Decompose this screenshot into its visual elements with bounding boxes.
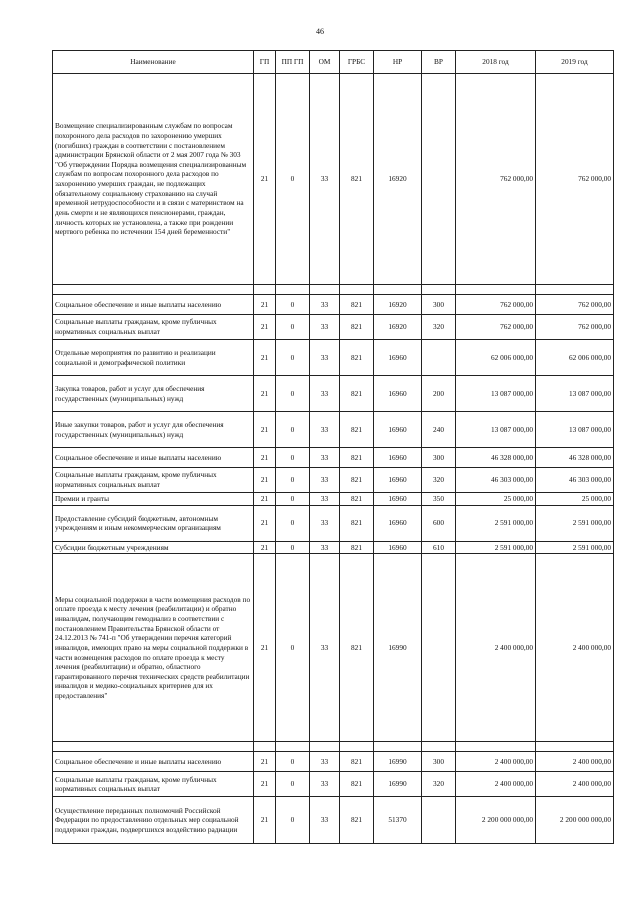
table-row [53,468,614,493]
cell-om: 33 [310,340,340,376]
cell-name: Возмещение специализированным службам по вопросам похоронного дела расходов по захоронению умерших (погибших) граждан в соответствии с постановлением администрации Брянской области от 2 мая 2007 года № 303 "Об утверждении Порядка возмещения специализированным службам по вопросам похоронного дела расходов по захоронению умерших граждан, не подлежащих обязательному социальному страхованию на случай временной нетрудоспособности и в связи с материнством на день смерти и не являющихся пенсионерами, граждан, личность которых не установлена, а также при рождении мертвого ребенка по истечении 154 дней беременности" [53,74,254,285]
cell-2018: 46 303 000,00 [456,468,536,493]
cell-gp: 21 [254,541,276,554]
cell-name: Иные закупки товаров, работ и услуг для обеспечения государственных (муниципальных) нужд [53,412,254,448]
cell-ppgp: 0 [276,315,310,340]
cell-gp: 21 [254,468,276,493]
table-row [53,797,614,844]
cell-om: 33 [310,448,340,468]
cell-2019: 13 087 000,00 [536,412,614,448]
cell-vr: 300 [422,295,456,315]
cell-om: 33 [310,505,340,541]
cell-ppgp: 0 [276,493,310,506]
cell-grbs: 821 [340,376,374,412]
cell-2018: 25 000,00 [456,493,536,506]
cell-grbs: 821 [340,448,374,468]
cell-2018: 762 000,00 [456,315,536,340]
table-row [53,448,614,468]
cell-2019: 13 087 000,00 [536,376,614,412]
cell-2019: 2 200 000 000,00 [536,797,614,844]
cell-gp: 21 [254,554,276,742]
cell-grbs: 821 [340,493,374,506]
cell-2019: 762 000,00 [536,74,614,285]
cell-gp: 21 [254,797,276,844]
cell-2018: 2 200 000 000,00 [456,797,536,844]
cell-gp: 21 [254,772,276,797]
cell-vr [422,554,456,742]
cell-vr: 200 [422,376,456,412]
cell-vr: 320 [422,468,456,493]
cell-2018: 762 000,00 [456,74,536,285]
cell-ppgp: 0 [276,376,310,412]
cell-om: 33 [310,797,340,844]
table-row [53,752,614,772]
cell-ppgp: 0 [276,505,310,541]
cell-2018: 2 400 000,00 [456,772,536,797]
header-name: Наименование [53,51,254,74]
cell-name: Социальное обеспечение и иные выплаты населению [53,295,254,315]
cell-ppgp: 0 [276,448,310,468]
cell-om: 33 [310,74,340,285]
header-2018: 2018 год [456,51,536,74]
cell-ppgp: 0 [276,468,310,493]
cell-vr: 600 [422,505,456,541]
cell-grbs: 821 [340,505,374,541]
cell-name: Социальные выплаты гражданам, кроме публичных нормативных социальных выплат [53,468,254,493]
cell-2019: 762 000,00 [536,315,614,340]
cell-ppgp: 0 [276,554,310,742]
cell-vr [422,340,456,376]
cell-grbs: 821 [340,412,374,448]
header-vr: ВР [422,51,456,74]
cell-grbs: 821 [340,752,374,772]
cell-nr: 16990 [374,752,422,772]
table-row [53,315,614,340]
cell-name: Социальные выплаты гражданам, кроме публичных нормативных социальных выплат [53,772,254,797]
budget-table [52,50,614,844]
cell-2019: 2 400 000,00 [536,554,614,742]
table-row [53,412,614,448]
cell-om: 33 [310,493,340,506]
cell-vr: 610 [422,541,456,554]
cell-ppgp: 0 [276,772,310,797]
cell-vr: 240 [422,412,456,448]
table-row [53,74,614,285]
cell-vr: 300 [422,448,456,468]
cell-nr: 16960 [374,493,422,506]
cell-gp: 21 [254,376,276,412]
cell-name: Закупка товаров, работ и услуг для обеспечения государственных (муниципальных) нужд [53,376,254,412]
header-grbs: ГРБС [340,51,374,74]
cell-om: 33 [310,772,340,797]
cell-2018: 62 006 000,00 [456,340,536,376]
cell-om: 33 [310,554,340,742]
table-row [53,541,614,554]
cell-gp: 21 [254,412,276,448]
table-row [53,295,614,315]
cell-name: Отдельные мероприятия по развитию и реализации социальной и демографической политики [53,340,254,376]
cell-2019: 2 591 000,00 [536,505,614,541]
table-row [53,772,614,797]
cell-2018: 762 000,00 [456,295,536,315]
cell-2019: 25 000,00 [536,493,614,506]
cell-2019: 2 400 000,00 [536,752,614,772]
table-row [53,376,614,412]
cell-2018: 2 591 000,00 [456,541,536,554]
table-row [53,340,614,376]
cell-gp: 21 [254,340,276,376]
cell-name: Социальные выплаты гражданам, кроме публичных нормативных социальных выплат [53,315,254,340]
cell-nr: 16920 [374,295,422,315]
cell-vr [422,74,456,285]
cell-nr: 16960 [374,340,422,376]
cell-nr: 16960 [374,468,422,493]
cell-name: Социальное обеспечение и иные выплаты населению [53,448,254,468]
cell-ppgp: 0 [276,74,310,285]
cell-2018: 2 400 000,00 [456,752,536,772]
cell-gp: 21 [254,448,276,468]
cell-ppgp: 0 [276,541,310,554]
cell-grbs: 821 [340,74,374,285]
header-gp: ГП [254,51,276,74]
cell-name: Социальное обеспечение и иные выплаты населению [53,752,254,772]
cell-grbs: 821 [340,295,374,315]
cell-2018: 13 087 000,00 [456,376,536,412]
cell-name: Премии и гранты [53,493,254,506]
header-ppgp: ПП ГП [276,51,310,74]
header-nr: НР [374,51,422,74]
cell-2019: 62 006 000,00 [536,340,614,376]
cell-om: 33 [310,468,340,493]
cell-grbs: 821 [340,541,374,554]
cell-nr: 16990 [374,772,422,797]
spacer-row [53,285,614,295]
table-row [53,493,614,506]
cell-ppgp: 0 [276,752,310,772]
cell-grbs: 821 [340,554,374,742]
cell-2019: 762 000,00 [536,295,614,315]
cell-vr: 350 [422,493,456,506]
cell-2019: 2 591 000,00 [536,541,614,554]
cell-2018: 2 400 000,00 [456,554,536,742]
cell-vr [422,797,456,844]
cell-nr: 16960 [374,505,422,541]
cell-grbs: 821 [340,772,374,797]
cell-nr: 16960 [374,448,422,468]
cell-ppgp: 0 [276,412,310,448]
cell-om: 33 [310,315,340,340]
cell-nr: 16960 [374,541,422,554]
cell-ppgp: 0 [276,340,310,376]
cell-name: Субсидии бюджетным учреждениям [53,541,254,554]
cell-2018: 46 328 000,00 [456,448,536,468]
cell-nr: 16960 [374,412,422,448]
cell-om: 33 [310,295,340,315]
cell-gp: 21 [254,493,276,506]
cell-om: 33 [310,752,340,772]
cell-name: Предоставление субсидий бюджетным, автономным учреждениям и иным некоммерческим организациям [53,505,254,541]
cell-ppgp: 0 [276,797,310,844]
cell-gp: 21 [254,295,276,315]
cell-grbs: 821 [340,340,374,376]
cell-grbs: 821 [340,315,374,340]
cell-2019: 46 328 000,00 [536,448,614,468]
spacer-row [53,742,614,752]
cell-nr: 16990 [374,554,422,742]
cell-nr: 16960 [374,376,422,412]
cell-vr: 300 [422,752,456,772]
table-header-row [53,51,614,74]
cell-nr: 51370 [374,797,422,844]
cell-gp: 21 [254,74,276,285]
header-om: ОМ [310,51,340,74]
cell-om: 33 [310,376,340,412]
cell-gp: 21 [254,315,276,340]
table-row [53,505,614,541]
cell-vr: 320 [422,315,456,340]
cell-2019: 2 400 000,00 [536,772,614,797]
cell-vr: 320 [422,772,456,797]
cell-gp: 21 [254,752,276,772]
cell-2018: 2 591 000,00 [456,505,536,541]
cell-grbs: 821 [340,468,374,493]
cell-name: Осуществление переданных полномочий Российской Федерации по предоставлению отдельных мер социальной поддержки граждан, подвергшихся воздействию радиации [53,797,254,844]
cell-2019: 46 303 000,00 [536,468,614,493]
cell-grbs: 821 [340,797,374,844]
cell-name: Меры социальной поддержки в части возмещения расходов по оплате проезда к месту лечения (реабилитации) и обратно инвалидам, получающим гемодиализ в соответствии с постановлением Правительства Брянской области от 24.12.2013 № 741-п "Об утверждении перечня категорий инвалидов, имеющих право на меры социальной поддержки в части возмещения расходов по оплате проезда к месту лечения (реабилитации) и обратно, областного гарантированного перечня технических средств реабилитации инвалидов и медико-социальных критериев для их предоставления" [53,554,254,742]
cell-gp: 21 [254,505,276,541]
cell-nr: 16920 [374,315,422,340]
cell-om: 33 [310,541,340,554]
header-2019: 2019 год [536,51,614,74]
cell-2018: 13 087 000,00 [456,412,536,448]
table-row [53,554,614,742]
cell-nr: 16920 [374,74,422,285]
page-number: 46 [316,27,324,36]
cell-om: 33 [310,412,340,448]
cell-ppgp: 0 [276,295,310,315]
